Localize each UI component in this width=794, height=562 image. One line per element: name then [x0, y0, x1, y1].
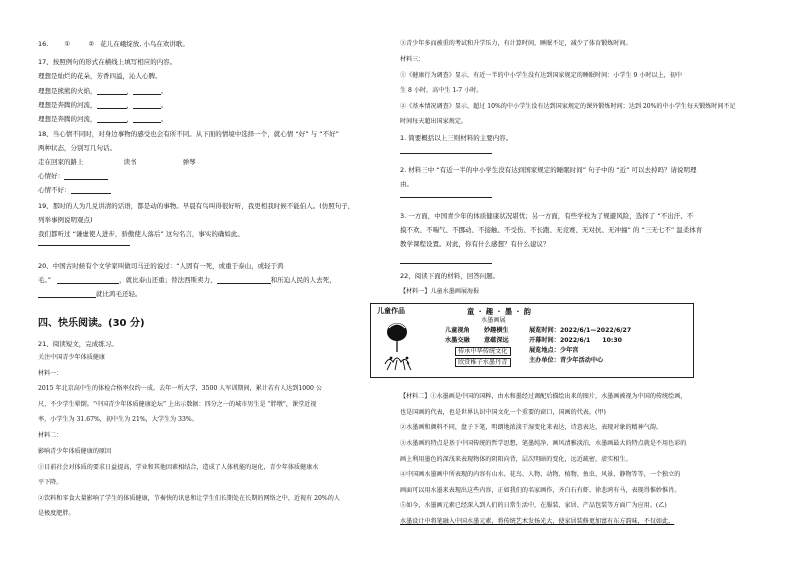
material-2-line: ④中国画水墨画中所表现的内容有山水、花鸟、人物、动物、植物、鱼虫、风景、静物等等，一个独立的 — [400, 471, 681, 478]
poster-slogan-box: 欣赏稚子水墨丹青 — [455, 358, 511, 367]
question-2-line-1: 2. 材料三中 “有近一半的中小学生没有达到国家规定的睡眠时间” 句子中的 “近” 可以去掉吗？请说明理 — [400, 166, 697, 174]
material-2-line: ③水墨画的特点是基于中国传统的哲学思想，笔墨纯净，画风清雅淡泊，水墨画最大的特点就是不用色彩的 — [400, 440, 687, 447]
answer-blank[interactable] — [133, 87, 161, 95]
q20-middle: ，就比泰山还重；替法西斯卖力， — [119, 276, 217, 284]
open-time: 10:30 — [602, 337, 622, 344]
q20-line-2 — [38, 276, 336, 284]
answer-blank[interactable] — [64, 172, 108, 180]
material-2-line: 也是国画的代表，也是世界认识中国文化一个重要的窗口，国画的代表。(甲) — [400, 409, 606, 416]
material-2-line: 画上利用墨色的深浅来表现物体的阴阳向背，层次明暗的变化，远近疏密，虚实相生。 — [400, 456, 632, 463]
material-2-line: 是极度肥胖。 — [38, 510, 75, 517]
poster-info — [529, 327, 631, 334]
ink-lotus-illustration — [379, 318, 419, 374]
poster-tag: 儿童视角 — [445, 327, 470, 334]
date-value: 2022/6/1—2022/6/27 — [559, 327, 632, 334]
scene-option: 读书 — [123, 158, 137, 166]
question-number: 16. — [38, 40, 49, 48]
date-label: 展览时间： — [529, 327, 560, 334]
org-value: 青少年活动中心 — [559, 357, 604, 364]
q19-line-1: 19、那时的人为几兑讲清的话语，都是动的事物。早晨有鸟叫得很好听，我更相我时候不能伯人。(仿照句子， — [38, 202, 355, 210]
material-1-line: 率，小学生为 31.67%，初中生为 21%，大学生为 33%。 — [38, 416, 198, 423]
material-2-line: ②饮料和零食大量影响了学生的体质健康，节奏快的讯息和让学生们长期处在长期的网络之中，近视有 20%的人 — [38, 495, 340, 502]
good-label: 心情好： — [38, 172, 64, 180]
q20-end: 就比鸿毛还轻。 — [96, 290, 142, 298]
q20-line-1: 20、中国古时候有个文学家叫做司马迁的说过：“人固有一死，或重于泰山，或轻于鸿 — [38, 262, 284, 270]
q18-scenes — [38, 158, 196, 166]
q17-line-4: 理想是奔腾的河流， ， 。 — [38, 115, 168, 123]
answer-blank[interactable] — [71, 186, 111, 194]
answer-line[interactable] — [400, 262, 492, 264]
question-3-line-1: 3. 一方面，中国青少年的体质健康状况堪忧；另一方面，有些学校为了规避风险，选择了 “不出汗、不 — [400, 212, 694, 220]
material-3-line: 时间每天超出国家规定。 — [400, 118, 468, 125]
q20-line-3 — [38, 290, 142, 298]
place-value: 少年宫 — [559, 347, 579, 354]
answer-blank[interactable] — [57, 276, 119, 284]
material-3-line: ②《基本情况调查》显示，超过 10%的中小学生没有达到国家规定的课外锻炼时间；达到 20%的中小学生每天锻炼时间不足 — [400, 103, 736, 110]
material-2-line: 水墨设计中将笔融入中国水墨元素，将传统艺术发扬光大，使家居装修更加富有东方韵味，不仅如此， — [400, 518, 675, 525]
material-1-label: 【材料一】儿童水墨画展海报 — [400, 288, 480, 295]
q18-good — [38, 172, 108, 180]
material-2-line: 平下降。 — [38, 479, 63, 486]
open-label: 开幕时间： — [529, 337, 560, 344]
answer-line[interactable] — [38, 244, 130, 246]
question-16 — [38, 40, 189, 48]
q20-quote-end: 毛。” — [38, 276, 52, 284]
scene-option: 走在回家的路上 — [38, 158, 84, 166]
question-1: 1. 简要概括以上三则材料的主要内容。 — [400, 134, 513, 142]
q17-line-3: 理想是奔腾的河流， ， 。 — [38, 101, 168, 109]
material-2-line: ②水墨画和颜料不同，盘子下笔，明朗地浓淡干湿变化来表达，诗意表达，表现对象的精神气韵。 — [400, 424, 663, 431]
poster-subtitle: 水墨画展 — [481, 317, 506, 324]
question-3-line-3: 教学课程设置。对此，你有什么感想？有什么建议？ — [400, 240, 550, 248]
poster-title: 童 · 趣 · 墨 · 韵 — [467, 307, 532, 316]
open-value: 2022/6/1 — [559, 337, 591, 344]
q18-prompt-a: 18、当心情不同时，对身边事物的感受也会有所不同。从下面的情境中选择一个，就心情 “好” 与 “不好” — [38, 130, 339, 138]
poster-slogan-box: 传承中华传统文化 — [455, 347, 511, 356]
material-3-line: ①《健康行为调查》显示，有近一半的中小学生没有达到国家规定的睡眠时间：小学生 9 小时以上，初中 — [400, 72, 682, 79]
exhibition-poster — [370, 303, 694, 378]
poster-badge: 儿童作品 — [377, 307, 405, 315]
answer-blank[interactable] — [97, 87, 127, 95]
answer-line[interactable] — [400, 152, 492, 154]
org-label: 主办单位： — [529, 357, 560, 364]
q17-line-3-text: 理想是奔腾的河流， — [38, 101, 97, 109]
answer-blank[interactable] — [97, 115, 127, 123]
q17-prompt: 17、按照例句的形式在横线上填写相应的内容。 — [38, 58, 177, 66]
article-title: 关注中国青少年体质健康 — [38, 354, 106, 361]
q21-title: 21、阅读短文，完成练习。 — [38, 340, 118, 348]
material-2-label: 材料二： — [38, 432, 63, 439]
material-1-line: 2015 年北京高中生的体检合格率仅约一成。去年一所大学，3500 人军训期间，累计若有人达到1000 公 — [38, 385, 322, 392]
poster-info — [529, 357, 603, 364]
material-2-line: ⑤如今，水墨画元素已经深入到人们的日常生活中，在服装、家居、产品包装等方面广为应用。(乙) — [400, 502, 667, 509]
q19-line-3: 我们都听过 “谦虚使人进步，骄傲使人落后” 这句名言，事实的确如此。 — [38, 230, 244, 238]
q19-line-2: 列举事例说明观点) — [38, 216, 93, 224]
answer-blank[interactable] — [217, 276, 271, 284]
q17-example: 理想是灿烂的花朵，芳香四溢，沁人心脾。 — [38, 72, 162, 80]
right-column — [400, 0, 757, 562]
question-3-line-2: 摸不欢、不喘气、不挪动、不接触、不受伤、不长跑、无竞赛、无对抗、无冲撞” 的 “三无七不” 温柔体育 — [400, 226, 703, 234]
material-2-line: ①目前社会对体质的要求日益提高，学业和其他因素相结合，造成了人体机能的退化，青少年体质健康水 — [38, 464, 319, 471]
material-2-line: ③青少年多而被重的考试和升学压力，有计算时间，睡眠不足，减少了体育锻炼时间。 — [400, 40, 632, 47]
question-2-line-2: 由。 — [400, 180, 413, 188]
poster-info — [529, 337, 622, 344]
answer-line[interactable] — [400, 196, 492, 198]
material-3-label: 材料三： — [400, 56, 425, 63]
q20-tail: 和压迫人民的人去死， — [270, 276, 336, 284]
left-column — [38, 0, 383, 562]
poster-tag: 水墨交融 — [445, 337, 470, 344]
q18-bad — [38, 186, 111, 194]
material-2-line: 【材料二】①水墨画是中国的国粹，由水和墨经过调配后描绘出来的图片，水墨画被视为中国的传统绘画， — [400, 393, 687, 400]
circle-blank-2: ② — [88, 40, 95, 48]
place-label: 展览地点： — [529, 347, 560, 354]
material-1-label: 材料一： — [38, 370, 63, 377]
material-1-line: 尺，不少学生晕倒。“中国青少年体质健康论坛” 上出示数据：四分之一的城市男生是 “胖墩”，课堂近视 — [38, 401, 317, 408]
q17-line-4-text: 理想是奔腾的河流， — [38, 115, 97, 123]
poster-tag: 意蕴深远 — [484, 337, 509, 344]
answer-blank[interactable] — [133, 115, 161, 123]
section-heading: 四、快乐阅读。(30 分) — [38, 318, 145, 329]
answer-blank[interactable] — [38, 290, 96, 298]
answer-blank[interactable] — [97, 101, 127, 109]
material-2-line: 画面可以用水墨来表现出这些内容，正如我们的名家画作，齐白石有虾、徐悲鸿有马，表现得惟妙惟肖。 — [400, 487, 681, 494]
poster-info — [529, 347, 579, 354]
q17-line-2-text: 理想是熊熊的火焰， — [38, 87, 97, 95]
bad-label: 心情不好： — [38, 186, 71, 194]
q18-prompt-b: 两种状态，分别写几句话。 — [38, 144, 116, 152]
material-2-line: 影响青少年体质健康的原因 — [38, 448, 112, 455]
circle-blank-1: ① — [64, 40, 71, 48]
question-22: 22、阅读下面的材料，回答问题。 — [400, 272, 500, 280]
poster-tag: 妙趣横生 — [484, 327, 509, 334]
answer-blank[interactable] — [133, 101, 161, 109]
scene-option: 弹琴 — [182, 158, 196, 166]
question-text: 花儿在峨绽放, 小鸟在欢讲歌。 — [100, 40, 189, 48]
q17-line-2: 理想是熊熊的火焰， ， 。 — [38, 87, 168, 95]
material-3-line: 生 8 小时，高中生 1-7 小时。 — [400, 87, 483, 94]
